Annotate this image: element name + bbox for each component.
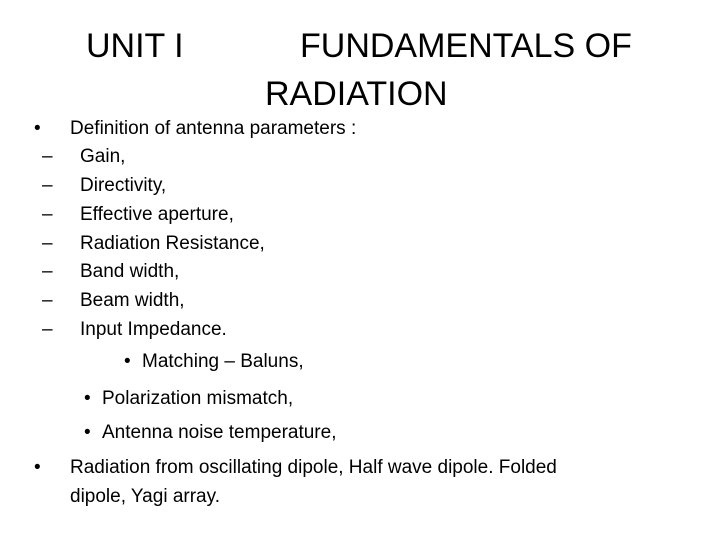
bullet-marker: •: [34, 457, 41, 478]
dash-marker: –: [42, 261, 53, 282]
dash-marker: –: [42, 175, 53, 196]
list-item-text: Definition of antenna parameters :: [70, 118, 357, 139]
bullet-marker: •: [124, 351, 131, 372]
sub-item-text: Radiation Resistance,: [80, 233, 265, 254]
title-line-2: RADIATION: [265, 75, 448, 113]
bullet-marker: •: [84, 388, 91, 409]
sub-item-text: Beam width,: [80, 290, 185, 311]
title-line-1: FUNDAMENTALS OF: [300, 27, 632, 65]
list-item-text: Radiation from oscillating dipole, Half wave dipole. Folded: [70, 457, 557, 478]
sub-sub-item-text: Matching – Baluns,: [142, 351, 304, 372]
dash-marker: –: [42, 233, 53, 254]
dash-marker: –: [42, 290, 53, 311]
dash-marker: –: [42, 146, 53, 167]
dash-marker: –: [42, 204, 53, 225]
bullet-marker: •: [84, 422, 91, 443]
sub-sub-item-text: Polarization mismatch,: [102, 388, 294, 409]
sub-sub-item-text: Antenna noise temperature,: [102, 422, 337, 443]
list-item-text: dipole, Yagi array.: [70, 486, 220, 507]
sub-item-text: Band width,: [80, 261, 180, 282]
sub-item-text: Directivity,: [80, 175, 167, 196]
dash-marker: –: [42, 319, 53, 340]
bullet-marker: •: [34, 118, 41, 139]
sub-item-text: Gain,: [80, 146, 126, 167]
unit-label: UNIT I: [86, 27, 184, 65]
sub-item-text: Input Impedance.: [80, 319, 227, 340]
sub-item-text: Effective aperture,: [80, 204, 234, 225]
